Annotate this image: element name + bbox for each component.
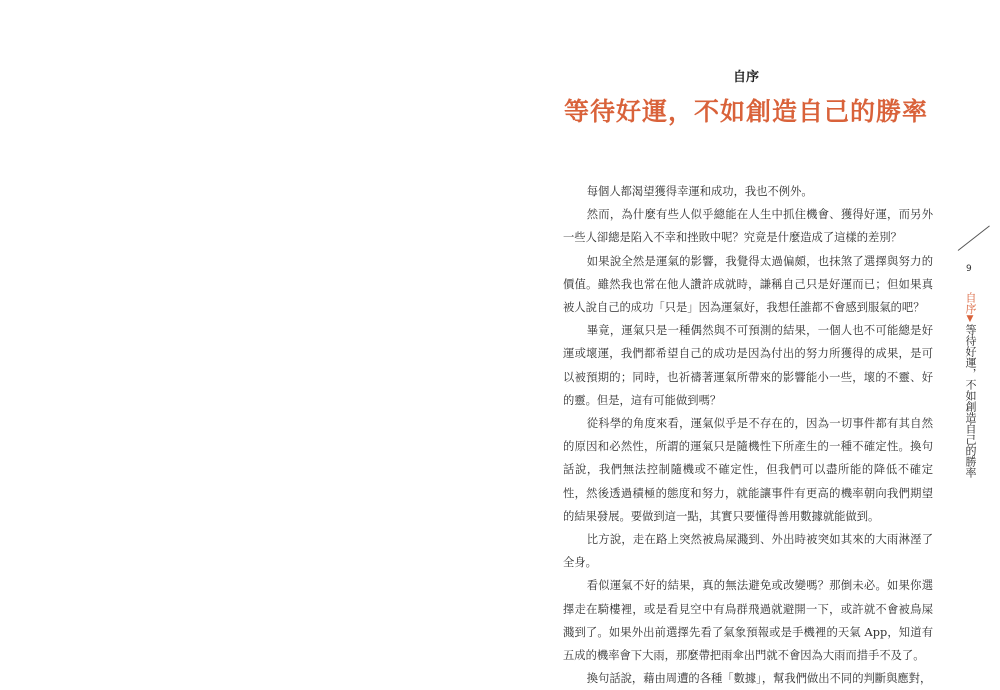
paragraph: 畢竟，運氣只是一種偶然與不可預測的結果，一個人也不可能總是好運或壞運，我們都希望自己的成功是因為付出的努力所獲得的成果，是可以被預期的；同時，也祈禱著運氣所帶來的影響能小一些，壞的不靈、好的靈。但是，這有可能做到嗎？ — [563, 324, 933, 407]
paragraph: 換句話說，藉由周遭的各種「數據」，幫我們做出不同的判斷與應對， — [586, 672, 932, 686]
body-text — [563, 180, 933, 690]
paragraph: 然而，為什麼有些人似乎總能在人生中抓住機會、獲得好運，而另外一些人卻總是陷入不幸和挫敗中呢？究竟是什麼造成了這樣的差別？ — [563, 208, 933, 245]
margin-rule — [958, 225, 990, 250]
page-number: 9 — [966, 264, 972, 274]
running-title: 等待好運，不如創造自己的勝率 — [964, 324, 977, 478]
triangle-marker-icon: ▼ — [965, 314, 975, 324]
chapter-title: 等待好運，不如創造自己的勝率 — [563, 97, 928, 126]
paragraph: 比方說，走在路上突然被鳥屎濺到、外出時被突如其來的大雨淋溼了全身。 — [563, 533, 933, 570]
paragraph: 從科學的角度來看，運氣似乎是不存在的，因為一切事件都有其自然的原因和必然性，所謂的運氣只是隨機性下所產生的一種不確定性。換句話說，我們無法控制隨機或不確定性，但我們可以盡所能的降低不確定性，然後透過積極的態度和努力，就能讓事件有更高的機率朝向我們期望的結果發展。要做到這一點，其實只要懂得善用數據就能做到。 — [563, 417, 933, 523]
paragraph: 看似運氣不好的結果，真的無法避免或改變嗎？那倒未必。如果你選擇走在騎樓裡，或是看見空中有鳥群飛過就避開一下，或許就不會被鳥屎濺到了。如果外出前選擇先看了氣象預報或是手機裡的天氣 App，知道有五成的機率會下大雨，那麼帶把雨傘出門就不會因為大雨而措手不及了。 — [563, 579, 933, 663]
running-section: 自序 — [964, 292, 977, 314]
running-header — [963, 292, 977, 478]
paragraph: 每個人都渴望獲得幸運和成功，我也不例外。 — [586, 185, 813, 198]
chapter-label: 自序 — [732, 70, 759, 85]
paragraph: 如果說全然是運氣的影響，我覺得太過偏頗，也抹煞了選擇與努力的價值。雖然我也常在他人讚許成就時，謙稱自己只是好運而已；但如果真被人說自己的成功「只是」因為運氣好，我想任誰都不會感到服氣的吧？ — [563, 254, 933, 315]
